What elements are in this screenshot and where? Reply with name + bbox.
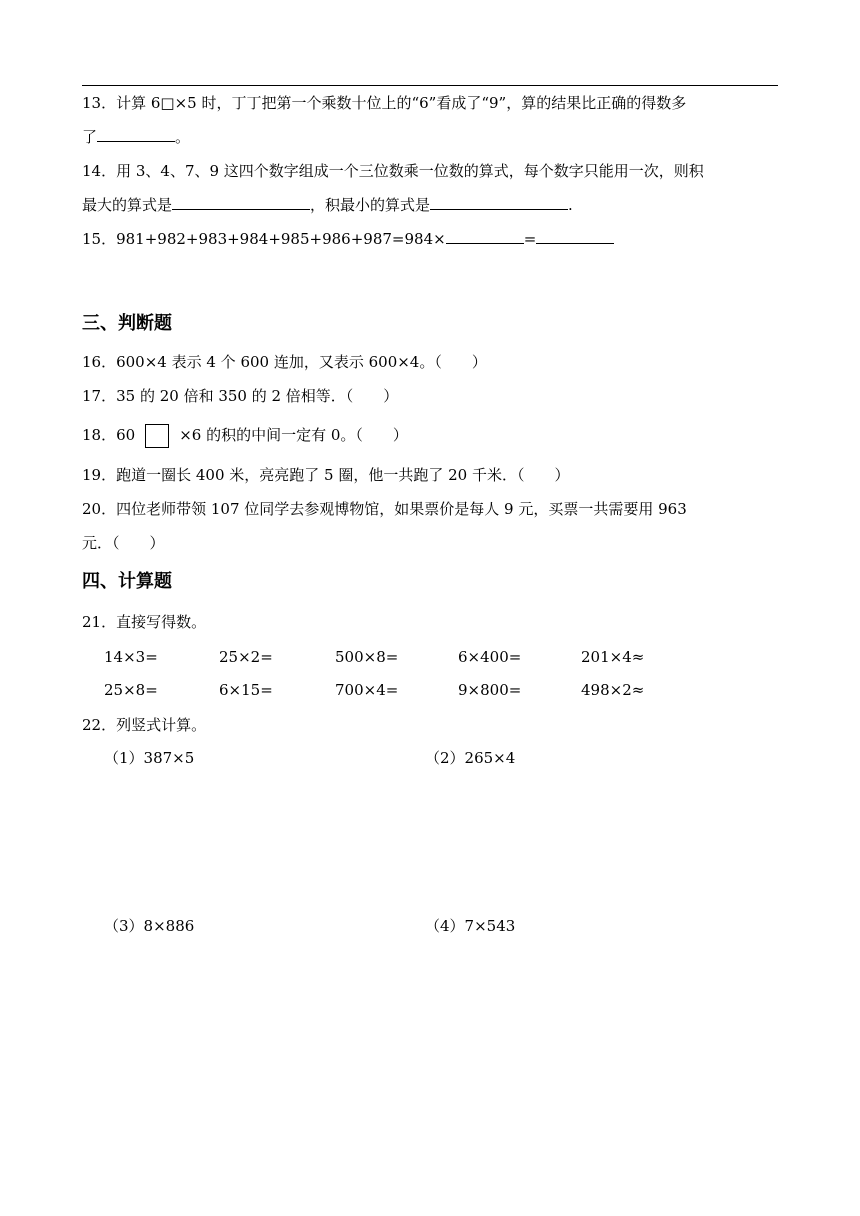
header-rule: [82, 85, 778, 86]
calc-item: 500×8=: [335, 648, 399, 666]
calc-item: 498×2≈: [581, 681, 645, 699]
answer-blank-14-min[interactable]: [430, 195, 568, 210]
calc-item: 25×8=: [104, 681, 158, 699]
answer-blank-13[interactable]: [97, 127, 175, 142]
question-20-line1: 20．四位老师带领 107 位同学去参观博物馆，如果票价是每人 9 元，买票一共需要用 963: [82, 500, 687, 518]
calc-item: 201×4≈: [581, 648, 645, 666]
question-21-title: 21．直接写得数。: [82, 613, 207, 631]
answer-blank-15a[interactable]: [446, 229, 524, 244]
vertical-calc-item-2: （2）265×4: [425, 749, 516, 767]
question-14-prefix: 最大的算式是: [82, 196, 173, 214]
question-14-line1: 14．用 3、4、7、9 这四个数字组成一个三位数乘一位数的算式，每个数字只能用一次，则积: [82, 162, 704, 180]
question-13-line1: 13．计算 6□×5 时，丁丁把第一个乘数十位上的“6”看成了“9”，算的结果比正确的得数多: [82, 94, 687, 112]
calc-item: 6×15=: [219, 681, 273, 699]
question-14-suffix: .: [568, 196, 573, 214]
question-13-line2: [82, 127, 190, 147]
calc-item: 14×3=: [104, 648, 158, 666]
question-16: 16．600×4 表示 4 个 600 连加，又表示 600×4。（ ）: [82, 353, 487, 371]
question-17: 17．35 的 20 倍和 350 的 2 倍相等．（ ）: [82, 387, 399, 405]
vertical-calc-item-1: （1）387×5: [104, 749, 195, 767]
question-18-suffix: ×6 的积的中间一定有 0。（ ）: [179, 426, 408, 444]
answer-blank-15b[interactable]: [536, 229, 614, 244]
question-20-line2: 元．（ ）: [82, 534, 165, 552]
question-13-suffix: 。: [175, 128, 191, 146]
question-13-prefix: 了: [82, 128, 98, 146]
section-4-heading: 四、计算题: [82, 571, 172, 592]
question-14-line2: [82, 195, 573, 215]
section-3-heading: 三、判断题: [82, 313, 172, 334]
question-15-prefix: 15．981+982+983+984+985+986+987=984×: [82, 230, 446, 248]
answer-blank-14-max[interactable]: [172, 195, 310, 210]
question-14-mid: ，积最小的算式是: [310, 196, 431, 214]
vertical-calc-item-4: （4）7×543: [425, 917, 516, 935]
vertical-calc-item-3: （3）8×886: [104, 917, 195, 935]
calc-item: 9×800=: [458, 681, 522, 699]
calc-item: 6×400=: [458, 648, 522, 666]
question-18-prefix: 18．60: [82, 426, 136, 444]
question-18: [82, 424, 408, 448]
calc-item: 700×4=: [335, 681, 399, 699]
question-22-title: 22．列竖式计算。: [82, 716, 207, 734]
question-15-equals: =: [523, 230, 537, 248]
calc-item: 25×2=: [219, 648, 273, 666]
question-19: 19．跑道一圈长 400 米，亮亮跑了 5 圈，他一共跑了 20 千米．（ ）: [82, 466, 570, 484]
answer-box-18[interactable]: [145, 424, 169, 448]
question-15: [82, 229, 614, 249]
